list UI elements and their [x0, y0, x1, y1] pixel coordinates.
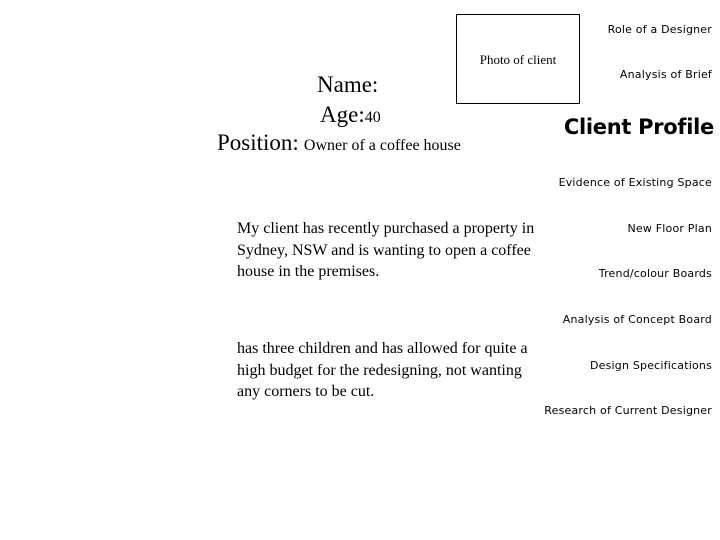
age-label: Age: — [320, 102, 365, 127]
nav-analysis-of-brief[interactable]: Analysis of Brief — [619, 68, 712, 81]
position-value: Owner of a coffee house — [303, 137, 461, 154]
page-title: Client Profile — [563, 115, 714, 139]
name-label: Name: — [317, 72, 379, 97]
nav-new-floor-plan[interactable]: New Floor Plan — [627, 222, 712, 235]
age-value: 40 — [364, 109, 381, 126]
nav-evidence-of-existing-space[interactable]: Evidence of Existing Space — [558, 176, 712, 189]
nav-trend-colour-boards[interactable]: Trend/colour Boards — [598, 267, 712, 280]
client-description-paragraph-1: My client has recently purchased a property in Sydney, NSW and is wanting to open a coffee house in the premises. — [237, 220, 535, 280]
client-photo-placeholder: Photo of client — [479, 52, 557, 67]
position-label: Position: — [217, 130, 299, 155]
client-description-paragraph-2: has three children and has allowed for quite a high budget for the redesigning, not wanting any corners to be cut. — [237, 340, 528, 400]
nav-research-of-current-designer[interactable]: Research of Current Designer — [544, 404, 712, 417]
age-row — [320, 102, 381, 128]
nav-design-specifications[interactable]: Design Specifications — [589, 359, 712, 372]
nav-analysis-of-concept-board[interactable]: Analysis of Concept Board — [562, 313, 712, 326]
nav-role-of-a-designer[interactable]: Role of a Designer — [607, 23, 712, 36]
position-row — [217, 130, 461, 156]
